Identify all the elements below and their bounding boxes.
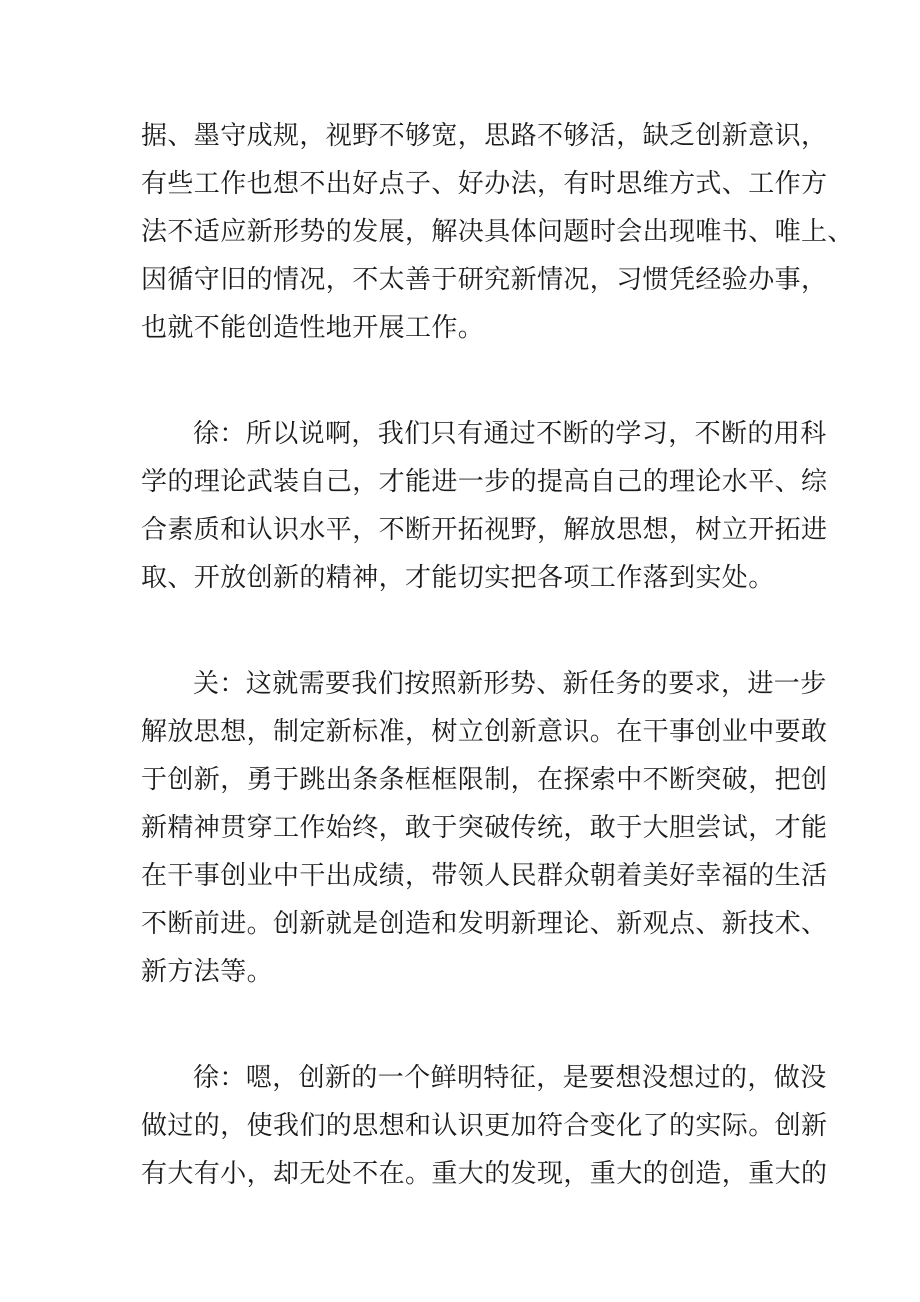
paragraph-spacing xyxy=(141,352,791,410)
paragraph-4 xyxy=(141,1054,828,1198)
text-line: 解放思想，制定新标准，树立创新意识。在干事创业中要敢 xyxy=(141,717,828,747)
text-line: 做过的，使我们的思想和认识更加符合变化了的实际。创新 xyxy=(141,1111,828,1141)
text-line: 因循守旧的情况，不太善于研究新情况，习惯凭经验办事， xyxy=(141,265,828,295)
text-line: 也就不能创造性地开展工作。 xyxy=(141,313,485,343)
text-line: 合素质和认识水平，不断开拓视野，解放思想，树立开拓进 xyxy=(141,515,828,545)
text-line: 法不适应新形势的发展，解决具体问题时会出现唯书、唯上、 xyxy=(141,217,854,247)
paragraph-spacing xyxy=(141,996,791,1054)
text-line: 取、开放创新的精神，才能切实把各项工作落到实处。 xyxy=(141,563,775,593)
paragraph-2 xyxy=(141,410,828,602)
text-line: 有些工作也想不出好点子、好办法，有时思维方式、工作方 xyxy=(141,169,828,199)
text-line: 徐：嗯，创新的一个鲜明特征，是要想没想过的，做没 xyxy=(193,1063,827,1093)
text-line: 在干事创业中干出成绩，带领人民群众朝着美好幸福的生活 xyxy=(141,861,828,891)
text-line: 关：这就需要我们按照新形势、新任务的要求，进一步 xyxy=(193,669,827,699)
text-line: 徐：所以说啊，我们只有通过不断的学习，不断的用科 xyxy=(193,419,827,449)
text-line: 据、墨守成规，视野不够宽，思路不够活，缺乏创新意识， xyxy=(141,121,828,151)
text-line: 学的理论武装自己，才能进一步的提高自己的理论水平、综 xyxy=(141,467,828,497)
text-line: 有大有小，却无处不在。重大的发现，重大的创造，重大的 xyxy=(141,1159,828,1189)
text-line: 新方法等。 xyxy=(141,957,274,987)
text-line: 于创新，勇于跳出条条框框限制，在探索中不断突破，把创 xyxy=(141,765,828,795)
paragraph-1 xyxy=(141,112,854,352)
text-line: 新精神贯穿工作始终，敢于突破传统，敢于大胆尝试，才能 xyxy=(141,813,828,843)
paragraph-spacing xyxy=(141,602,791,660)
text-line: 不断前进。创新就是创造和发明新理论、新观点、新技术、 xyxy=(141,909,828,939)
paragraph-3 xyxy=(141,660,828,996)
document-body xyxy=(141,112,854,1198)
